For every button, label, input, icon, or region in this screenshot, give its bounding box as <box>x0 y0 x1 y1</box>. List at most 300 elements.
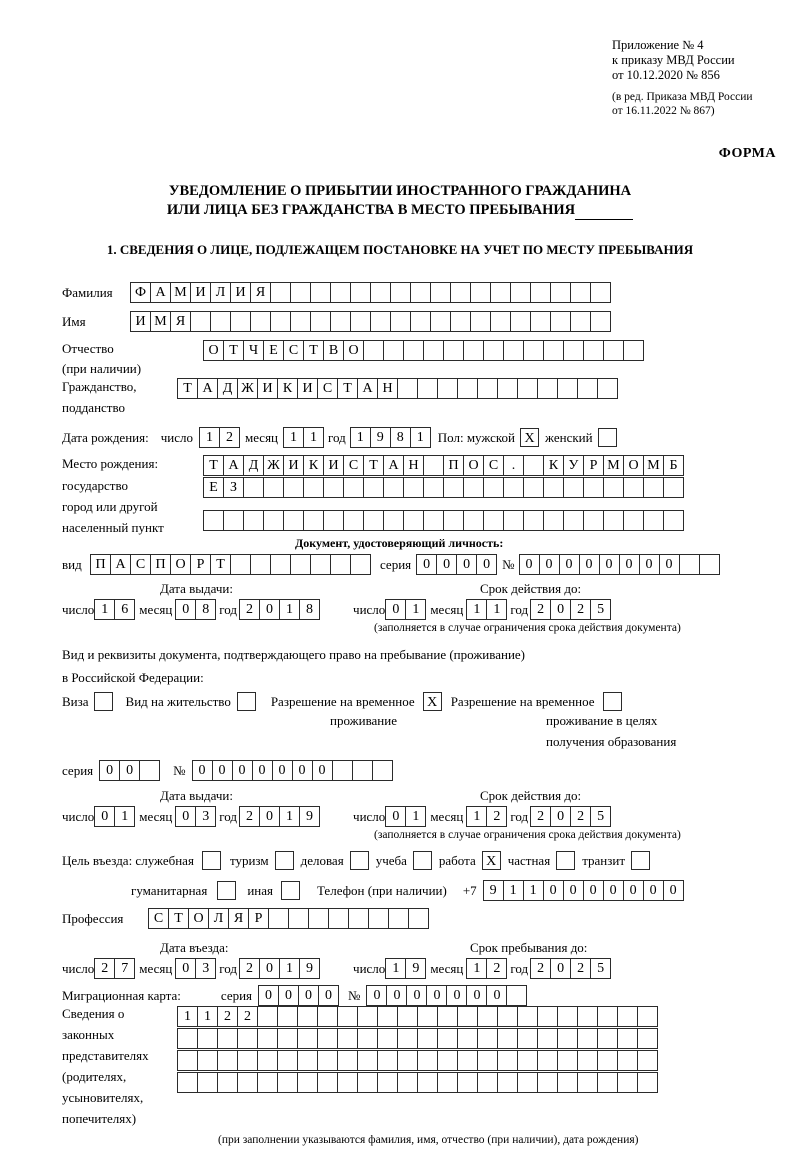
cell[interactable] <box>277 1050 298 1071</box>
cell[interactable]: 5 <box>590 806 611 827</box>
cell[interactable] <box>283 510 304 531</box>
cell[interactable] <box>523 340 544 361</box>
cell[interactable]: 1 <box>466 806 487 827</box>
cell[interactable]: Я <box>228 908 249 929</box>
cell[interactable]: 0 <box>366 985 387 1006</box>
cell[interactable] <box>350 554 371 575</box>
cell[interactable] <box>537 1072 558 1093</box>
temp-residence-checkbox[interactable]: X <box>423 692 442 711</box>
cell[interactable] <box>197 1028 218 1049</box>
cell[interactable]: 2 <box>94 958 115 979</box>
cell[interactable] <box>368 908 389 929</box>
cell[interactable] <box>637 1050 658 1071</box>
cell[interactable]: 0 <box>192 760 213 781</box>
cell[interactable]: 9 <box>370 427 391 448</box>
cell[interactable]: Т <box>223 340 244 361</box>
cell[interactable] <box>617 1028 638 1049</box>
cell[interactable] <box>303 510 324 531</box>
cell[interactable] <box>243 477 264 498</box>
cell[interactable] <box>343 477 364 498</box>
cell[interactable] <box>537 378 558 399</box>
surname-input[interactable] <box>130 282 610 303</box>
cell[interactable]: С <box>483 455 504 476</box>
cell[interactable] <box>450 311 471 332</box>
cell[interactable]: 1 <box>410 427 431 448</box>
doc2-valid-day-input[interactable] <box>385 806 425 827</box>
cell[interactable] <box>377 1006 398 1027</box>
cell[interactable] <box>457 1050 478 1071</box>
cell[interactable] <box>277 1006 298 1027</box>
cell[interactable] <box>337 1050 358 1071</box>
cell[interactable] <box>408 908 429 929</box>
cell[interactable]: Т <box>177 378 198 399</box>
cell[interactable]: 1 <box>523 880 544 901</box>
cell[interactable]: 1 <box>405 599 426 620</box>
cell[interactable] <box>463 510 484 531</box>
cell[interactable]: О <box>203 340 224 361</box>
cell[interactable] <box>437 378 458 399</box>
cell[interactable] <box>317 1072 338 1093</box>
cell[interactable]: Н <box>377 378 398 399</box>
cell[interactable]: 0 <box>272 760 293 781</box>
cell[interactable]: 0 <box>486 985 507 1006</box>
cell[interactable]: 0 <box>258 985 279 1006</box>
cell[interactable] <box>217 1050 238 1071</box>
cell[interactable] <box>390 282 411 303</box>
cell[interactable] <box>597 1050 618 1071</box>
cell[interactable] <box>503 340 524 361</box>
cell[interactable] <box>597 378 618 399</box>
cell[interactable]: 7 <box>114 958 135 979</box>
cell[interactable]: И <box>283 455 304 476</box>
cell[interactable] <box>357 1028 378 1049</box>
cell[interactable] <box>597 1006 618 1027</box>
cell[interactable] <box>330 311 351 332</box>
doc2-issue-day-input[interactable] <box>94 806 134 827</box>
cell[interactable]: К <box>543 455 564 476</box>
cell[interactable] <box>388 908 409 929</box>
cell[interactable]: С <box>283 340 304 361</box>
cell[interactable]: 0 <box>543 880 564 901</box>
cell[interactable] <box>523 510 544 531</box>
cell[interactable] <box>563 477 584 498</box>
purpose-official-checkbox[interactable] <box>202 851 221 870</box>
cell[interactable] <box>297 1072 318 1093</box>
cell[interactable] <box>197 1072 218 1093</box>
cell[interactable] <box>370 282 391 303</box>
cell[interactable]: 0 <box>252 760 273 781</box>
cell[interactable] <box>363 340 384 361</box>
cell[interactable] <box>277 1028 298 1049</box>
cell[interactable]: М <box>170 282 191 303</box>
cell[interactable] <box>603 477 624 498</box>
entry-year-input[interactable] <box>239 958 319 979</box>
cell[interactable]: 0 <box>406 985 427 1006</box>
cell[interactable]: 1 <box>283 427 304 448</box>
cell[interactable] <box>210 311 231 332</box>
purpose-business-checkbox[interactable] <box>350 851 369 870</box>
cell[interactable] <box>470 282 491 303</box>
cell[interactable]: 0 <box>99 760 120 781</box>
cell[interactable] <box>330 554 351 575</box>
cell[interactable] <box>283 477 304 498</box>
doc2-issue-month-input[interactable] <box>175 806 215 827</box>
cell[interactable] <box>603 340 624 361</box>
cell[interactable] <box>383 510 404 531</box>
cell[interactable] <box>430 311 451 332</box>
cell[interactable]: 2 <box>486 806 507 827</box>
cell[interactable] <box>679 554 700 575</box>
cell[interactable] <box>537 1050 558 1071</box>
cell[interactable] <box>490 282 511 303</box>
cell[interactable] <box>463 477 484 498</box>
cell[interactable] <box>417 378 438 399</box>
mc-series-input[interactable] <box>258 985 338 1006</box>
cell[interactable] <box>477 1072 498 1093</box>
cell[interactable] <box>557 1072 578 1093</box>
cell[interactable] <box>517 1050 538 1071</box>
cell[interactable]: 9 <box>299 958 320 979</box>
cell[interactable] <box>397 1072 418 1093</box>
cell[interactable] <box>363 510 384 531</box>
cell[interactable] <box>357 1072 378 1093</box>
cell[interactable] <box>237 1050 258 1071</box>
cell[interactable]: . <box>503 455 524 476</box>
cell[interactable] <box>577 1006 598 1027</box>
cell[interactable] <box>457 1006 478 1027</box>
doc2-number-input[interactable] <box>192 760 392 781</box>
cell[interactable]: П <box>443 455 464 476</box>
birthplace-input-line-2[interactable] <box>203 477 683 498</box>
cell[interactable] <box>570 282 591 303</box>
cell[interactable]: 2 <box>570 958 591 979</box>
cell[interactable]: Л <box>210 282 231 303</box>
cell[interactable]: О <box>188 908 209 929</box>
cell[interactable]: 0 <box>579 554 600 575</box>
cell[interactable] <box>443 477 464 498</box>
cell[interactable] <box>543 340 564 361</box>
cell[interactable] <box>483 477 504 498</box>
residence-permit-checkbox[interactable] <box>237 692 256 711</box>
cell[interactable] <box>397 1006 418 1027</box>
cell[interactable] <box>230 311 251 332</box>
valid-month-input[interactable] <box>466 599 506 620</box>
cell[interactable]: 0 <box>476 554 497 575</box>
valid-day-input[interactable] <box>385 599 425 620</box>
cell[interactable] <box>583 510 604 531</box>
cell[interactable]: 0 <box>456 554 477 575</box>
cell[interactable]: Р <box>248 908 269 929</box>
cell[interactable]: 0 <box>583 880 604 901</box>
cell[interactable] <box>332 760 353 781</box>
name-input[interactable] <box>130 311 610 332</box>
cell[interactable] <box>477 1050 498 1071</box>
cell[interactable] <box>190 311 211 332</box>
cell[interactable] <box>323 477 344 498</box>
cell[interactable] <box>470 311 491 332</box>
cell[interactable] <box>530 311 551 332</box>
cell[interactable]: М <box>603 455 624 476</box>
cell[interactable]: Я <box>170 311 191 332</box>
cell[interactable] <box>223 510 244 531</box>
cell[interactable] <box>517 1072 538 1093</box>
cell[interactable] <box>623 340 644 361</box>
cell[interactable]: 0 <box>119 760 140 781</box>
cell[interactable] <box>310 311 331 332</box>
cell[interactable] <box>350 311 371 332</box>
cell[interactable] <box>257 1072 278 1093</box>
cell[interactable] <box>288 908 309 929</box>
cell[interactable]: 2 <box>239 958 260 979</box>
cell[interactable] <box>403 477 424 498</box>
cell[interactable] <box>177 1072 198 1093</box>
cell[interactable]: С <box>317 378 338 399</box>
cell[interactable]: О <box>463 455 484 476</box>
cell[interactable] <box>257 1050 278 1071</box>
cell[interactable]: Т <box>203 455 224 476</box>
cell[interactable] <box>270 554 291 575</box>
cell[interactable] <box>308 908 329 929</box>
cell[interactable]: 0 <box>550 806 571 827</box>
cell[interactable] <box>330 282 351 303</box>
cell[interactable] <box>623 510 644 531</box>
cell[interactable] <box>617 1006 638 1027</box>
cell[interactable]: 0 <box>663 880 684 901</box>
cell[interactable]: Р <box>190 554 211 575</box>
issue-year-input[interactable] <box>239 599 319 620</box>
cell[interactable]: 9 <box>483 880 504 901</box>
cell[interactable]: 1 <box>503 880 524 901</box>
cell[interactable] <box>177 1050 198 1071</box>
cell[interactable]: Ч <box>243 340 264 361</box>
cell[interactable] <box>577 1050 598 1071</box>
cell[interactable] <box>457 1028 478 1049</box>
cell[interactable]: Е <box>203 477 224 498</box>
cell[interactable] <box>410 282 431 303</box>
cell[interactable]: 0 <box>563 880 584 901</box>
cell[interactable]: 1 <box>279 806 300 827</box>
cell[interactable]: 8 <box>299 599 320 620</box>
cell[interactable] <box>328 908 349 929</box>
cell[interactable] <box>268 908 289 929</box>
cell[interactable] <box>383 340 404 361</box>
cell[interactable] <box>583 477 604 498</box>
cell[interactable] <box>270 311 291 332</box>
cell[interactable]: Я <box>250 282 271 303</box>
cell[interactable] <box>443 510 464 531</box>
cell[interactable] <box>490 311 511 332</box>
cell[interactable]: 0 <box>446 985 467 1006</box>
cell[interactable] <box>237 1028 258 1049</box>
cell[interactable]: Р <box>583 455 604 476</box>
cell[interactable]: 0 <box>385 806 406 827</box>
cell[interactable] <box>370 311 391 332</box>
cell[interactable]: 0 <box>292 760 313 781</box>
cell[interactable]: С <box>148 908 169 929</box>
cell[interactable] <box>423 455 444 476</box>
cell[interactable]: И <box>257 378 278 399</box>
cell[interactable] <box>557 1006 578 1027</box>
cell[interactable] <box>483 340 504 361</box>
cell[interactable] <box>290 311 311 332</box>
cell[interactable] <box>203 510 224 531</box>
doc2-issue-year-input[interactable] <box>239 806 319 827</box>
entry-day-input[interactable] <box>94 958 134 979</box>
cell[interactable] <box>523 455 544 476</box>
cell[interactable]: 0 <box>318 985 339 1006</box>
cell[interactable]: А <box>150 282 171 303</box>
cell[interactable] <box>497 1006 518 1027</box>
cell[interactable] <box>263 510 284 531</box>
birthplace-input-line-3[interactable] <box>203 510 683 531</box>
doc2-valid-year-input[interactable] <box>530 806 610 827</box>
cell[interactable] <box>417 1028 438 1049</box>
legal-rep-input-line-2[interactable] <box>177 1028 657 1049</box>
cell[interactable] <box>663 510 684 531</box>
cell[interactable] <box>497 378 518 399</box>
cell[interactable]: 1 <box>466 599 487 620</box>
cell[interactable]: К <box>277 378 298 399</box>
cell[interactable]: С <box>130 554 151 575</box>
cell[interactable] <box>139 760 160 781</box>
cell[interactable] <box>243 510 264 531</box>
cell[interactable] <box>297 1028 318 1049</box>
cell[interactable]: З <box>223 477 244 498</box>
cell[interactable]: 0 <box>426 985 447 1006</box>
cell[interactable]: 2 <box>237 1006 258 1027</box>
cell[interactable]: 0 <box>175 599 196 620</box>
cell[interactable]: Т <box>168 908 189 929</box>
cell[interactable]: 3 <box>195 806 216 827</box>
cell[interactable]: 9 <box>299 806 320 827</box>
cell[interactable]: 0 <box>659 554 680 575</box>
identity-doc-kind-input[interactable] <box>90 554 370 575</box>
cell[interactable]: 0 <box>599 554 620 575</box>
cell[interactable]: А <box>223 455 244 476</box>
cell[interactable] <box>517 1006 538 1027</box>
cell[interactable] <box>357 1050 378 1071</box>
cell[interactable] <box>550 311 571 332</box>
cell[interactable]: 9 <box>405 958 426 979</box>
cell[interactable]: И <box>323 455 344 476</box>
cell[interactable] <box>397 378 418 399</box>
cell[interactable] <box>250 554 271 575</box>
cell[interactable]: 0 <box>175 958 196 979</box>
cell[interactable] <box>217 1028 238 1049</box>
cell[interactable]: 5 <box>590 599 611 620</box>
cell[interactable]: М <box>150 311 171 332</box>
cell[interactable]: В <box>323 340 344 361</box>
cell[interactable] <box>297 1050 318 1071</box>
cell[interactable] <box>463 340 484 361</box>
cell[interactable]: Т <box>210 554 231 575</box>
mc-number-input[interactable] <box>366 985 526 1006</box>
doc2-valid-month-input[interactable] <box>466 806 506 827</box>
cell[interactable] <box>437 1028 458 1049</box>
cell[interactable] <box>323 510 344 531</box>
purpose-private-checkbox[interactable] <box>556 851 575 870</box>
cell[interactable] <box>590 311 611 332</box>
cell[interactable] <box>410 311 431 332</box>
cell[interactable] <box>417 1072 438 1093</box>
birth-year-input[interactable] <box>350 427 430 448</box>
cell[interactable]: Л <box>208 908 229 929</box>
cell[interactable] <box>570 311 591 332</box>
purpose-tourism-checkbox[interactable] <box>275 851 294 870</box>
cell[interactable]: Е <box>263 340 284 361</box>
cell[interactable] <box>450 282 471 303</box>
cell[interactable] <box>637 1072 658 1093</box>
cell[interactable] <box>557 1028 578 1049</box>
cell[interactable] <box>623 477 644 498</box>
cell[interactable] <box>357 1006 378 1027</box>
cell[interactable]: 0 <box>550 599 571 620</box>
cell[interactable]: О <box>170 554 191 575</box>
cell[interactable] <box>497 1072 518 1093</box>
temp-residence-edu-checkbox[interactable] <box>603 692 622 711</box>
cell[interactable]: 1 <box>350 427 371 448</box>
cell[interactable] <box>577 1072 598 1093</box>
cell[interactable]: 0 <box>259 599 280 620</box>
cell[interactable]: 5 <box>590 958 611 979</box>
phone-input[interactable] <box>483 880 683 901</box>
cell[interactable] <box>510 282 531 303</box>
cell[interactable]: 0 <box>212 760 233 781</box>
cell[interactable] <box>443 340 464 361</box>
cell[interactable]: 3 <box>195 958 216 979</box>
cell[interactable]: 1 <box>279 958 300 979</box>
cell[interactable] <box>377 1050 398 1071</box>
cell[interactable]: И <box>130 311 151 332</box>
cell[interactable] <box>590 282 611 303</box>
citizenship-input[interactable] <box>177 378 617 399</box>
cell[interactable] <box>317 1006 338 1027</box>
cell[interactable]: Д <box>217 378 238 399</box>
cell[interactable] <box>523 477 544 498</box>
cell[interactable] <box>423 510 444 531</box>
cell[interactable] <box>237 1072 258 1093</box>
cell[interactable] <box>437 1072 458 1093</box>
cell[interactable] <box>597 1072 618 1093</box>
cell[interactable] <box>699 554 720 575</box>
cell[interactable] <box>317 1028 338 1049</box>
cell[interactable]: С <box>343 455 364 476</box>
cell[interactable] <box>270 282 291 303</box>
cell[interactable] <box>397 1050 418 1071</box>
cell[interactable]: 0 <box>639 554 660 575</box>
cell[interactable] <box>457 1072 478 1093</box>
cell[interactable] <box>250 311 271 332</box>
valid-year-input[interactable] <box>530 599 610 620</box>
patronymic-input[interactable] <box>203 340 643 361</box>
cell[interactable] <box>263 477 284 498</box>
cell[interactable]: 0 <box>416 554 437 575</box>
cell[interactable] <box>497 1050 518 1071</box>
sex-female-checkbox[interactable] <box>598 428 617 447</box>
cell[interactable] <box>543 510 564 531</box>
cell[interactable]: 0 <box>259 958 280 979</box>
cell[interactable]: 2 <box>239 599 260 620</box>
cell[interactable]: А <box>383 455 404 476</box>
cell[interactable] <box>497 1028 518 1049</box>
cell[interactable] <box>563 510 584 531</box>
cell[interactable] <box>643 477 664 498</box>
birth-month-input[interactable] <box>283 427 323 448</box>
cell[interactable]: П <box>150 554 171 575</box>
cell[interactable] <box>430 282 451 303</box>
cell[interactable]: К <box>303 455 324 476</box>
cell[interactable]: И <box>297 378 318 399</box>
